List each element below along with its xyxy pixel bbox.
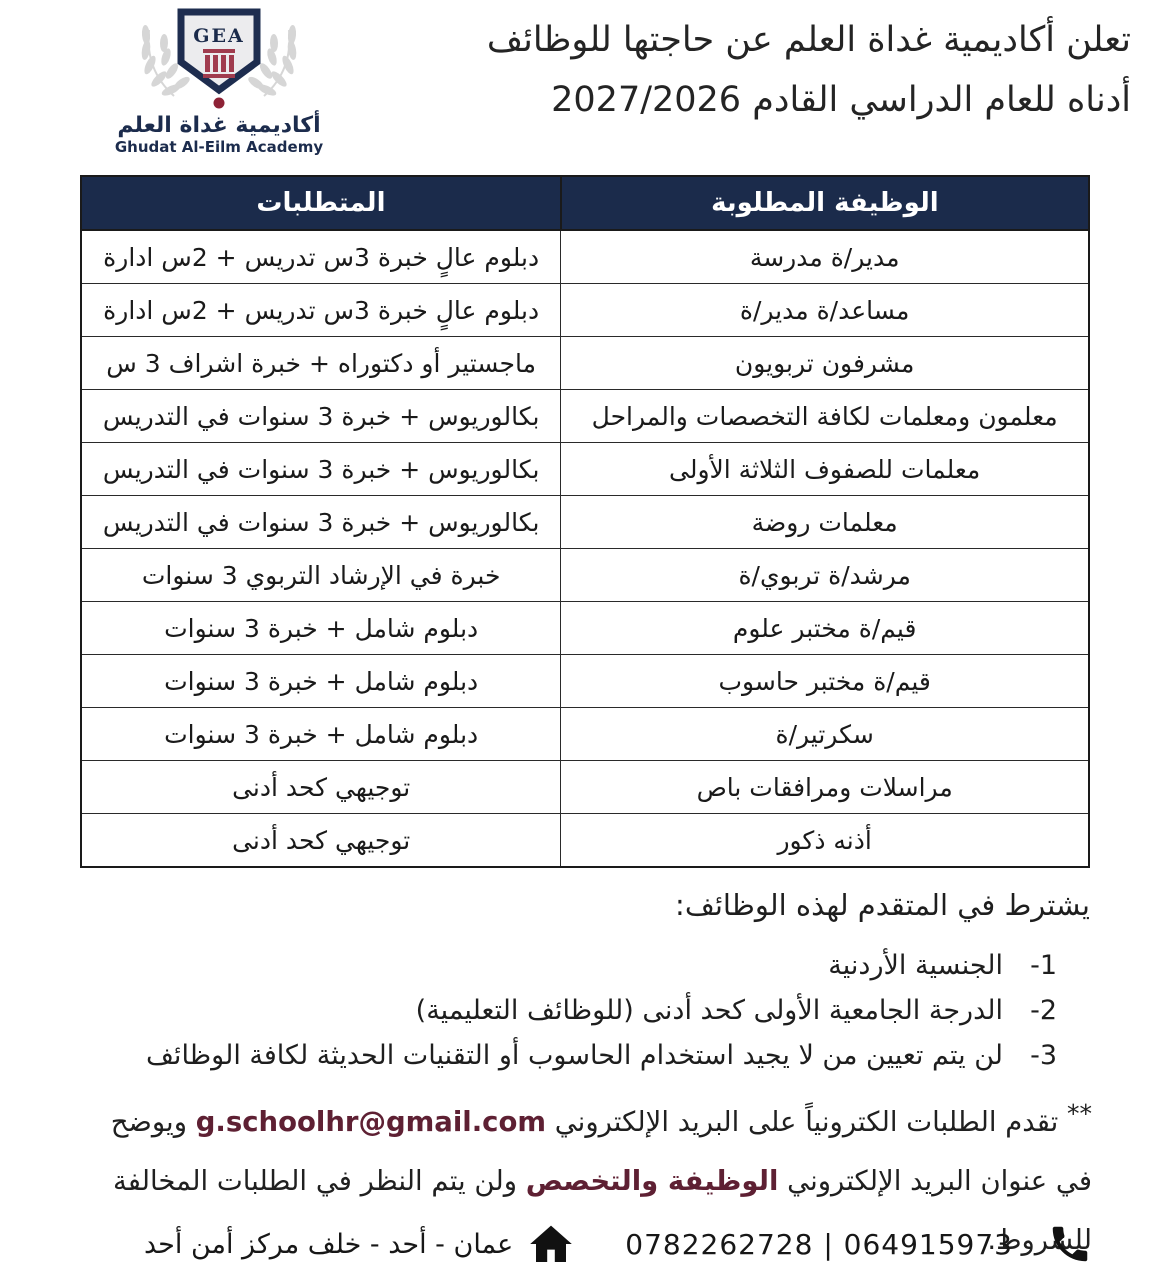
job-cell: مراسلات ومرافقات باص — [561, 761, 1089, 814]
requirement-cell: دبلوم شامل + خبرة 3 سنوات — [81, 655, 561, 708]
logo-dot-icon — [214, 98, 225, 109]
contact-footer — [144, 1220, 1093, 1268]
application-email: g.schoolhr@gmail.com — [195, 1106, 547, 1138]
table-row — [81, 708, 1089, 761]
requirement-cell: خبرة في الإرشاد التربوي 3 سنوات — [81, 549, 561, 602]
note-highlight-job-specialty: الوظيفة والتخصص — [525, 1165, 779, 1198]
requirement-cell: دبلوم شامل + خبرة 3 سنوات — [81, 602, 561, 655]
job-cell: قيم/ة مختبر علوم — [561, 602, 1089, 655]
note-text-part1: تقدم الطلبات الكترونياً على البريد الإلكتروني — [546, 1106, 1067, 1138]
logo-name-arabic: أكاديمية غداة العلم — [117, 113, 321, 138]
condition-text: الجنسية الأردنية — [828, 950, 1003, 981]
job-cell: مشرفون تربويون — [561, 337, 1089, 390]
note-text-part2: ويوضح في عنوان البريد الإلكتروني — [110, 1106, 1092, 1198]
phone-numbers: 0782262728 | 064915973 — [625, 1227, 1013, 1261]
academy-emblem-icon — [106, 4, 332, 112]
job-cell: مساعد/ة مدير/ة — [561, 284, 1089, 337]
requirement-cell: توجيهي كحد أدنى — [81, 761, 561, 814]
header-requirements-column: المتطلبات — [81, 176, 561, 230]
title-line-2: أدناه للعام الدراسي القادم 2027/2026 — [551, 80, 1131, 121]
requirement-cell: بكالوريوس + خبرة 3 سنوات في التدريس — [81, 390, 561, 443]
requirement-cell: توجيهي كحد أدنى — [81, 814, 561, 868]
list-item — [146, 1040, 1057, 1071]
title-line-1: تعلن أكاديمية غداة العلم عن حاجتها للوظائف — [486, 20, 1131, 60]
logo-name-english: Ghudat Al-Eilm Academy — [114, 138, 324, 157]
jobs-table — [80, 175, 1090, 868]
requirement-cell: ماجستير أو دكتوراه + خبرة اشراف 3 س — [81, 337, 561, 390]
job-cell: معلمات للصفوف الثلاثة الأولى — [561, 443, 1089, 496]
condition-number: 3- — [1030, 1040, 1057, 1071]
table-row — [81, 655, 1089, 708]
house-icon — [527, 1220, 575, 1268]
job-cell: معلمون ومعلمات لكافة التخصصات والمراحل — [561, 390, 1089, 443]
header-job-column: الوظيفة المطلوبة — [561, 176, 1089, 230]
address-text: عمان - أحد - خلف مركز أمن أحد — [144, 1228, 514, 1260]
conditions-list — [146, 950, 1057, 1071]
requirement-cell: بكالوريوس + خبرة 3 سنوات في التدريس — [81, 496, 561, 549]
condition-text: الدرجة الجامعية الأولى كحد أدنى (للوظائف التعليمية) — [415, 995, 1003, 1026]
job-cell: مرشد/ة تربوي/ة — [561, 549, 1089, 602]
note-asterisks: ** — [1067, 1099, 1092, 1128]
condition-number: 1- — [1030, 950, 1057, 981]
job-cell: سكرتير/ة — [561, 708, 1089, 761]
table-row — [81, 230, 1089, 284]
table-row — [81, 602, 1089, 655]
requirement-cell: دبلوم عالٍ خبرة 3س تدريس + 2س ادارة — [81, 230, 561, 284]
table-row — [81, 284, 1089, 337]
logo-initials: GEA — [193, 25, 245, 47]
phone-icon — [1047, 1221, 1093, 1267]
list-item — [146, 950, 1057, 981]
table-row — [81, 337, 1089, 390]
list-item — [146, 995, 1057, 1026]
table-row — [81, 390, 1089, 443]
table-row — [81, 761, 1089, 814]
job-cell: أذنه ذكور — [561, 814, 1089, 868]
table-row — [81, 814, 1089, 868]
job-cell: قيم/ة مختبر حاسوب — [561, 655, 1089, 708]
table-row — [81, 496, 1089, 549]
requirement-cell: بكالوريوس + خبرة 3 سنوات في التدريس — [81, 443, 561, 496]
conditions-heading: يشترط في المتقدم لهذه الوظائف: — [675, 888, 1090, 922]
condition-text: لن يتم تعيين من لا يجيد استخدام الحاسوب أو التقنيات الحديثة لكافة الوظائف — [145, 1040, 1003, 1071]
condition-number: 2- — [1030, 995, 1057, 1026]
note-text-part3: ولن يتم النظر في الطلبات المخالفة للشروط. — [113, 1165, 1092, 1257]
requirement-cell: دبلوم عالٍ خبرة 3س تدريس + 2س ادارة — [81, 284, 561, 337]
academy-logo — [106, 4, 332, 156]
requirement-cell: دبلوم شامل + خبرة 3 سنوات — [81, 708, 561, 761]
table-row — [81, 549, 1089, 602]
job-cell: مدير/ة مدرسة — [561, 230, 1089, 284]
table-header-row — [81, 176, 1089, 230]
job-cell: معلمات روضة — [561, 496, 1089, 549]
table-row — [81, 443, 1089, 496]
announcement-title — [401, 10, 1131, 130]
